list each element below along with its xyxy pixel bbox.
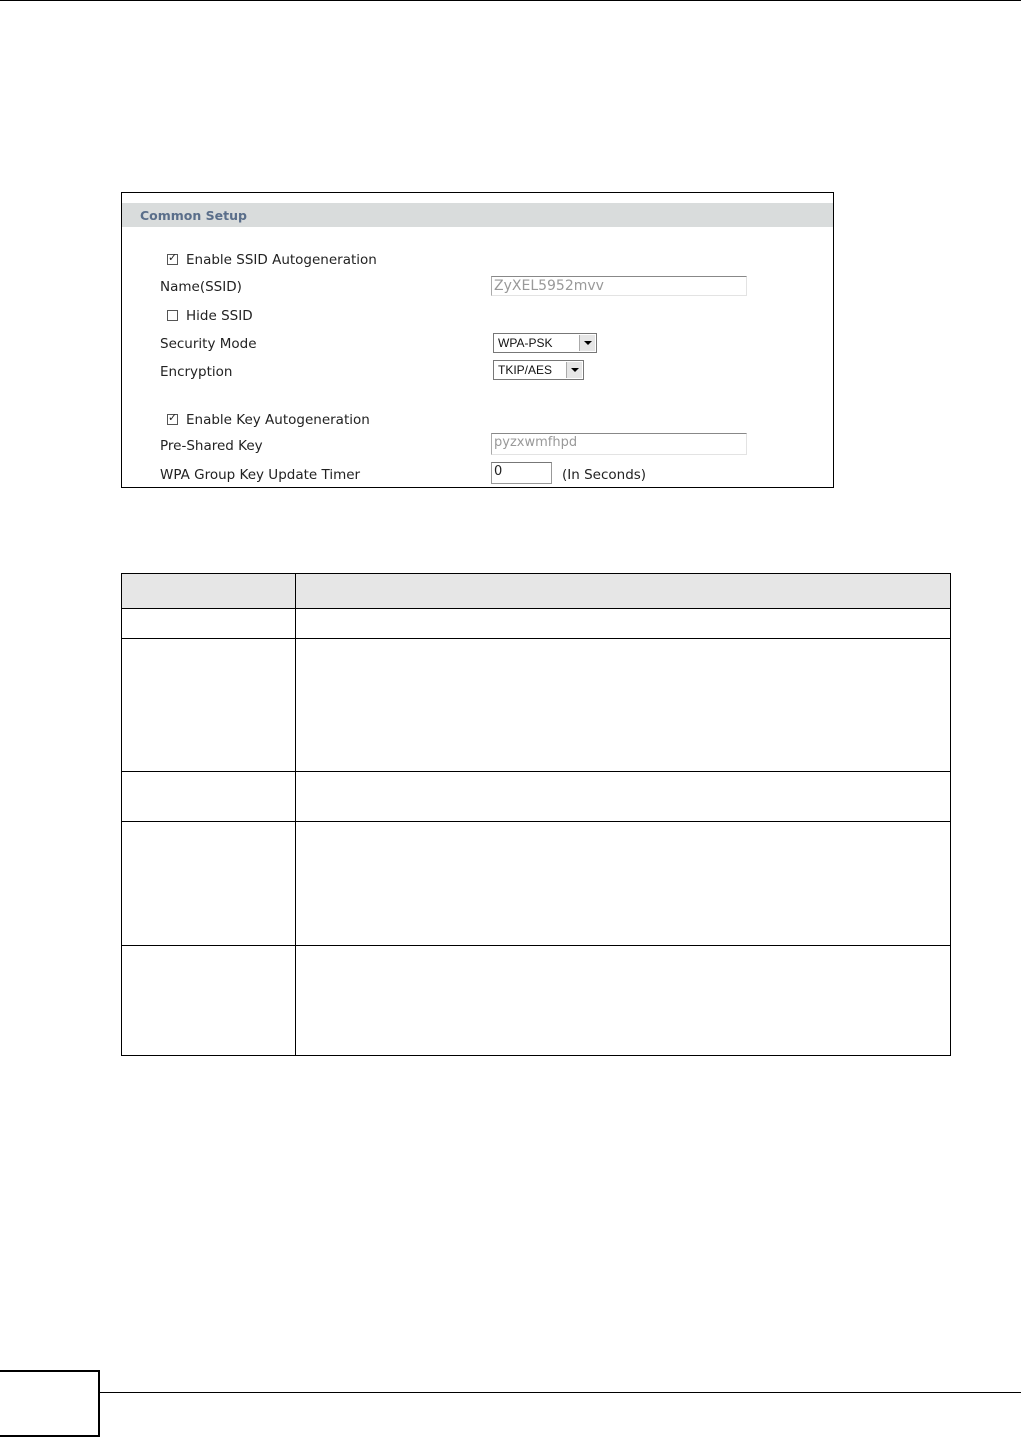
encryption-label: Encryption (160, 364, 233, 380)
chevron-down-icon (579, 335, 595, 351)
table-header-cell (122, 574, 296, 609)
table-row (122, 609, 951, 639)
enable-key-autogen-label: Enable Key Autogeneration (186, 412, 370, 428)
hide-ssid-checkbox[interactable] (167, 310, 178, 321)
table-cell (122, 639, 296, 772)
table-cell (122, 946, 296, 1056)
table-cell (122, 772, 296, 822)
hide-ssid-label: Hide SSID (186, 308, 253, 324)
table-header-cell (296, 574, 951, 609)
top-rule (0, 0, 1021, 1)
wpa-timer-label: WPA Group Key Update Timer (160, 467, 361, 483)
table-row (122, 639, 951, 772)
enable-key-autogen-checkbox[interactable] (167, 414, 178, 425)
wpa-timer-input[interactable]: 0 (491, 462, 552, 484)
security-mode-value: WPA-PSK (498, 336, 553, 350)
security-mode-select[interactable] (493, 333, 597, 353)
table-cell (296, 772, 951, 822)
name-ssid-label: Name(SSID) (160, 279, 242, 295)
page-number-box (0, 1370, 100, 1437)
pre-shared-key-label: Pre-Shared Key (160, 438, 263, 454)
panel-header (122, 203, 833, 227)
table-cell (122, 822, 296, 946)
table-cell (122, 609, 296, 639)
encryption-select[interactable] (493, 360, 584, 380)
chevron-down-icon (566, 362, 582, 378)
security-mode-label: Security Mode (160, 336, 257, 352)
table-row (122, 772, 951, 822)
table-cell (296, 609, 951, 639)
table-cell (296, 946, 951, 1056)
common-setup-screenshot (121, 192, 834, 488)
table-cell (296, 822, 951, 946)
encryption-value: TKIP/AES (498, 363, 553, 377)
table-row (122, 946, 951, 1056)
wpa-timer-unit: (In Seconds) (562, 467, 647, 483)
enable-ssid-autogen-checkbox[interactable] (167, 254, 178, 265)
panel-title: Common Setup (140, 208, 247, 223)
field-description-table (121, 573, 951, 1056)
ssid-input[interactable]: ZyXEL5952mvv (491, 276, 747, 296)
table-header-row (122, 574, 951, 609)
footer-rule (0, 1392, 1021, 1393)
pre-shared-key-input[interactable]: pyzxwmfhpd (491, 433, 747, 455)
table-row (122, 822, 951, 946)
enable-ssid-autogen-label: Enable SSID Autogeneration (186, 252, 377, 268)
table-cell (296, 639, 951, 772)
